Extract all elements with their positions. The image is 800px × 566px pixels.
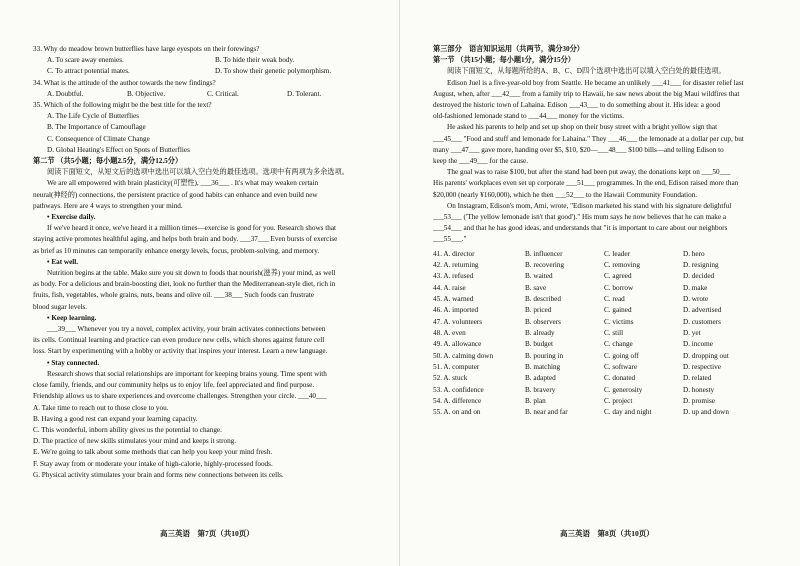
question-33-options-row1: [33, 55, 383, 66]
option-row-50: [433, 351, 783, 362]
option-row-43: [433, 271, 783, 282]
option-48-a: 48. A. even: [433, 329, 466, 338]
right-column: [433, 44, 783, 419]
passage-line: destroyed the historic town of Lahaina. Edison ___43___ to do something about it. His idea: a good: [433, 101, 721, 110]
left-column: [33, 44, 383, 481]
option-row-47: [433, 317, 783, 328]
passage-line: its cells. Continual learning and practice can even produce new cells, which shores against future cell: [33, 336, 325, 345]
option-43-d: D. decided: [683, 272, 715, 281]
passage-line: old-fashioned lemonade stand to ___44___ money for the victims.: [433, 112, 625, 121]
option-48-b: B. already: [525, 329, 555, 338]
option-45-b: B. described: [525, 295, 561, 304]
option-42-d: D. resigning: [683, 261, 719, 269]
passage-line: keep the ___49___ for the cause.: [433, 157, 529, 166]
option-41-d: D. hero: [683, 249, 705, 258]
passage-subheading: • Keep learning.: [47, 313, 97, 322]
passage-line: blood sugar levels.: [33, 302, 88, 311]
option-44-c: C. borrow: [604, 283, 634, 292]
passage-line: He asked his parents to help and set up shop on their busy street with a bright yellow sign that: [447, 123, 718, 132]
option-44-a: 44. A. raise: [433, 283, 466, 292]
option-row-41: [433, 249, 783, 260]
option-row-46: [433, 305, 783, 316]
option-50-c: C. going off: [604, 351, 639, 360]
option-53-b: B. bravery: [525, 385, 556, 394]
option-46-a: 46. A. imported: [433, 306, 479, 315]
option-49-a: 49. A. allowance: [433, 340, 482, 349]
question-34-options: [33, 89, 383, 100]
option-row-45: [433, 294, 783, 305]
passage-subheading: • Exercise daily.: [47, 213, 96, 222]
question-34-option-d: D. Tolerant.: [287, 89, 322, 98]
question-34-stem: 34. What is the attitude of the author towards the new findings?: [33, 78, 216, 87]
option-row-54: [433, 396, 783, 407]
option-44-d: D. make: [683, 283, 708, 292]
question-35-option-c: C. Consequence of Climate Change: [47, 134, 150, 143]
question-33-option-b: B. To hide their weak body.: [215, 56, 295, 65]
option-51-b: B. matching: [525, 363, 561, 372]
option-row-51: [433, 362, 783, 373]
option-51-d: D. respective: [683, 363, 721, 372]
question-34-option-b: B. Objective.: [127, 89, 166, 98]
choice-f: F. Stay away from or moderate your intake of high-calorie, highly-processed foods.: [33, 459, 273, 468]
passage-line: Friendship allows us to share experiences and overcome challenges. Strengthen your circle. ___40___: [33, 392, 327, 401]
question-35-option-b: B. The Importance of Camouflage: [47, 123, 146, 132]
option-51-a: 51. A. computer: [433, 363, 480, 372]
option-row-49: [433, 339, 783, 350]
passage-line: On Instagram, Edison's mom, Ami, wrote, "Edison marketed his stand with his signature delightful: [447, 201, 732, 210]
part-3-header: 第三部分 语言知识运用（共两节，满分30分）: [433, 45, 584, 53]
option-43-b: B. waited: [525, 272, 553, 281]
option-54-d: D. promise: [683, 397, 715, 406]
question-35-option-a: A. The Life Cycle of Butterflies: [47, 112, 140, 121]
option-table: [433, 249, 783, 419]
page-footer: 高三英语 第7页（共10页）: [160, 529, 254, 538]
choice-a: A. Take time to reach out to those close to you.: [33, 403, 169, 412]
passage-line: Edison Juel is a five-year-old boy from Seattle. He became an unlikely ___41___ for disaster relief last: [447, 78, 744, 87]
option-53-d: D. honesty: [683, 385, 715, 394]
passage-line: fruits, fish, vegetables, whole grains, nuts, beans and olive oil. ___38___ Such foods can frustrate: [33, 291, 315, 300]
passage-line: staying active promotes healthful aging, and helps both brain and body. ___37___ Even bursts of exercise: [33, 235, 338, 244]
option-47-a: 47. A. volunteers: [433, 317, 483, 326]
option-50-b: B. pouring in: [525, 351, 564, 360]
passage-line: ___54___ and that he has good ideas, and understands that "it is important to care about our neighbors: [433, 224, 728, 233]
option-52-a: 52. A. stuck: [433, 374, 468, 383]
option-42-c: C. removing: [604, 261, 640, 269]
question-34-option-c: C. Critical.: [207, 89, 239, 98]
option-46-b: B. priced: [525, 306, 552, 315]
option-row-48: [433, 328, 783, 339]
option-43-c: C. agreed: [604, 272, 632, 281]
choice-b: B. Having a good rest can expand your learning capacity.: [33, 414, 198, 423]
passage-line: neural(神经的) connections, the persistent practice of good habits can enhance and even build new: [33, 190, 318, 199]
choice-g: G. Physical activity stimulates your brain and forms new connections between its cells.: [33, 470, 284, 479]
option-row-55: [433, 407, 783, 418]
passage-subheading: • Stay connected.: [47, 358, 100, 367]
choice-e: E. We're going to talk about some methods that can help you keep your mind fresh.: [33, 448, 273, 457]
option-47-b: B. observers: [525, 317, 561, 326]
option-row-53: [433, 385, 783, 396]
section-2-header: 第二节 （共5小题；每小题2.5分，满分12.5分）: [33, 157, 183, 166]
option-row-44: [433, 283, 783, 294]
option-54-a: 54. A. difference: [433, 397, 482, 406]
option-51-c: C. software: [604, 363, 638, 372]
passage-line: The goal was to raise $100, but after the stand had been put away, the donations kept on ___50___: [447, 168, 731, 177]
option-49-b: B. budget: [525, 340, 553, 349]
option-47-d: D. customers: [683, 317, 721, 326]
option-49-d: D. income: [683, 340, 713, 349]
passage-line: loss. Start by experimenting with a hobby or activity that inspires your interest. Learn a new language.: [33, 347, 328, 356]
option-44-b: B. save: [525, 283, 547, 292]
question-33-option-a: A. To scare away enemies.: [47, 56, 124, 65]
option-49-c: C. change: [604, 340, 633, 349]
option-42-a: 42. A. returning: [433, 261, 479, 269]
section-1-header: 第一节 （共15小题；每小题1分，满分15分）: [433, 56, 575, 65]
exam-page-8: [400, 0, 800, 566]
passage-line: $20,000 (nearly ¥160,000), which he then ___52___ to the Hawaii Community Foundation.: [433, 190, 698, 199]
option-55-b: B. near and far: [525, 408, 568, 417]
option-41-a: 41. A. director: [433, 249, 475, 258]
question-33-options-row2: [33, 66, 383, 77]
question-33-option-c: C. To attract potential mates.: [47, 67, 130, 76]
passage-line: ___55___.": [433, 235, 467, 244]
option-45-a: 45. A. warned: [433, 295, 474, 304]
passage-subheading: • Eat well.: [47, 257, 79, 266]
option-41-c: C. leader: [604, 249, 630, 258]
option-43-a: 43. A. refused: [433, 272, 474, 281]
passage-line: August, when, after ___42___ from a family trip to Hawaii, he saw news about the big Maui wildfires that: [433, 89, 740, 98]
passage-line: ___45___ "Food and stuff and lemonade for Lahaina." They ___46___ the lemonade at a dollar per cup, but: [433, 134, 744, 143]
option-53-c: C. generosity: [604, 385, 643, 394]
choice-c: C. This wonderful, inborn ability gives us the potential to change.: [33, 425, 222, 434]
option-41-b: B. influencer: [525, 249, 563, 258]
option-55-c: C. day and night: [604, 408, 652, 417]
option-54-b: B. plan: [525, 397, 546, 406]
option-42-b: B. recovering: [525, 261, 565, 269]
option-45-d: D. wrote: [683, 295, 709, 304]
passage-line: many ___47___ gave more, handing over $5, $10, $20—___48___ $100 bills—and telling Edison to: [433, 145, 724, 154]
question-35-stem: 35. Which of the following might be the best title for the text?: [33, 101, 212, 110]
passage-line: ___53___ ('The yellow lemonade isn't that good')." His mum says he now believes that he can make a: [433, 213, 727, 222]
option-45-c: C. read: [604, 295, 625, 304]
option-row-42: [433, 260, 783, 271]
section-2-instructions: 阅读下面短文，从短文后的选项中选出可以填入空白处的最佳选项。选项中有两项为多余选项。: [47, 168, 349, 177]
question-34-option-a: A. Doubtful.: [47, 89, 84, 98]
option-48-d: D. yet: [683, 329, 701, 338]
option-55-a: 55. A. on and on: [433, 408, 481, 417]
choice-d: D. The practice of new skills stimulates your mind and keeps it strong.: [33, 437, 237, 446]
option-46-d: D. advertised: [683, 306, 722, 315]
option-52-b: B. adapted: [525, 374, 556, 383]
passage-line: Research shows that social relationships are important for keeping brains young. Time spent with: [47, 369, 327, 378]
passage-line: pathways. Here are 4 ways to strengthen your mind.: [33, 201, 183, 210]
option-48-c: C. still: [604, 329, 624, 338]
passage-line: His parents' workplaces even set up corporate ___51___ programmes. In the end, Edison raised more than: [433, 179, 739, 188]
passage-line: ___39___ Whenever you try a novel, complex activity, your brain activates connections between: [47, 325, 326, 334]
question-33-stem: 33. Why do meadow brown butterflies have large eyespots on their forewings?: [33, 45, 260, 53]
section-1-instructions: 阅读下面短文，从每题所给的A、B、C、D四个选项中选出可以填入空白处的最佳选项。: [447, 67, 726, 76]
option-47-c: C. victims: [604, 317, 634, 326]
page-footer: 高三英语 第8页（共10页）: [560, 529, 654, 538]
option-52-d: D. related: [683, 374, 712, 383]
option-53-a: 53. A. confidence: [433, 385, 484, 394]
option-54-c: C. project: [604, 397, 633, 406]
passage-line: as brief as 10 minutes can temporarily enhance energy levels, focus, problem-solving, and memory.: [33, 246, 320, 255]
option-52-c: C. donated: [604, 374, 636, 383]
passage-line: If we've heard it once, we've heard it a million times—exercise is good for you. Research shows that: [47, 224, 337, 233]
passage-line: We are all empowered with brain plasticity(可塑性), ___36___ . It's what may weaken certain: [47, 179, 319, 188]
passage-line: as body. For a delicious and brain-boosting diet, look no further than the Mediterranean-style diet, rich in: [33, 280, 336, 289]
option-55-d: D. up and down: [683, 408, 729, 417]
passage-line: close family, friends, and our community helps us to enjoy life, feel appreciated and find purpose.: [33, 381, 315, 390]
passage-line: Nutrition begins at the table. Make sure you sit down to foods that nourish(滋养) your mind, as well: [47, 269, 336, 278]
question-35-option-d: D. Global Heating's Effect on Spots of Butterflies: [47, 145, 190, 154]
option-50-a: 50. A. calming down: [433, 351, 494, 360]
option-row-52: [433, 373, 783, 384]
option-46-c: C. gained: [604, 306, 632, 315]
option-50-d: D. dropping out: [683, 351, 729, 360]
question-33-option-d: D. To show their genetic polymorphism.: [215, 67, 332, 76]
